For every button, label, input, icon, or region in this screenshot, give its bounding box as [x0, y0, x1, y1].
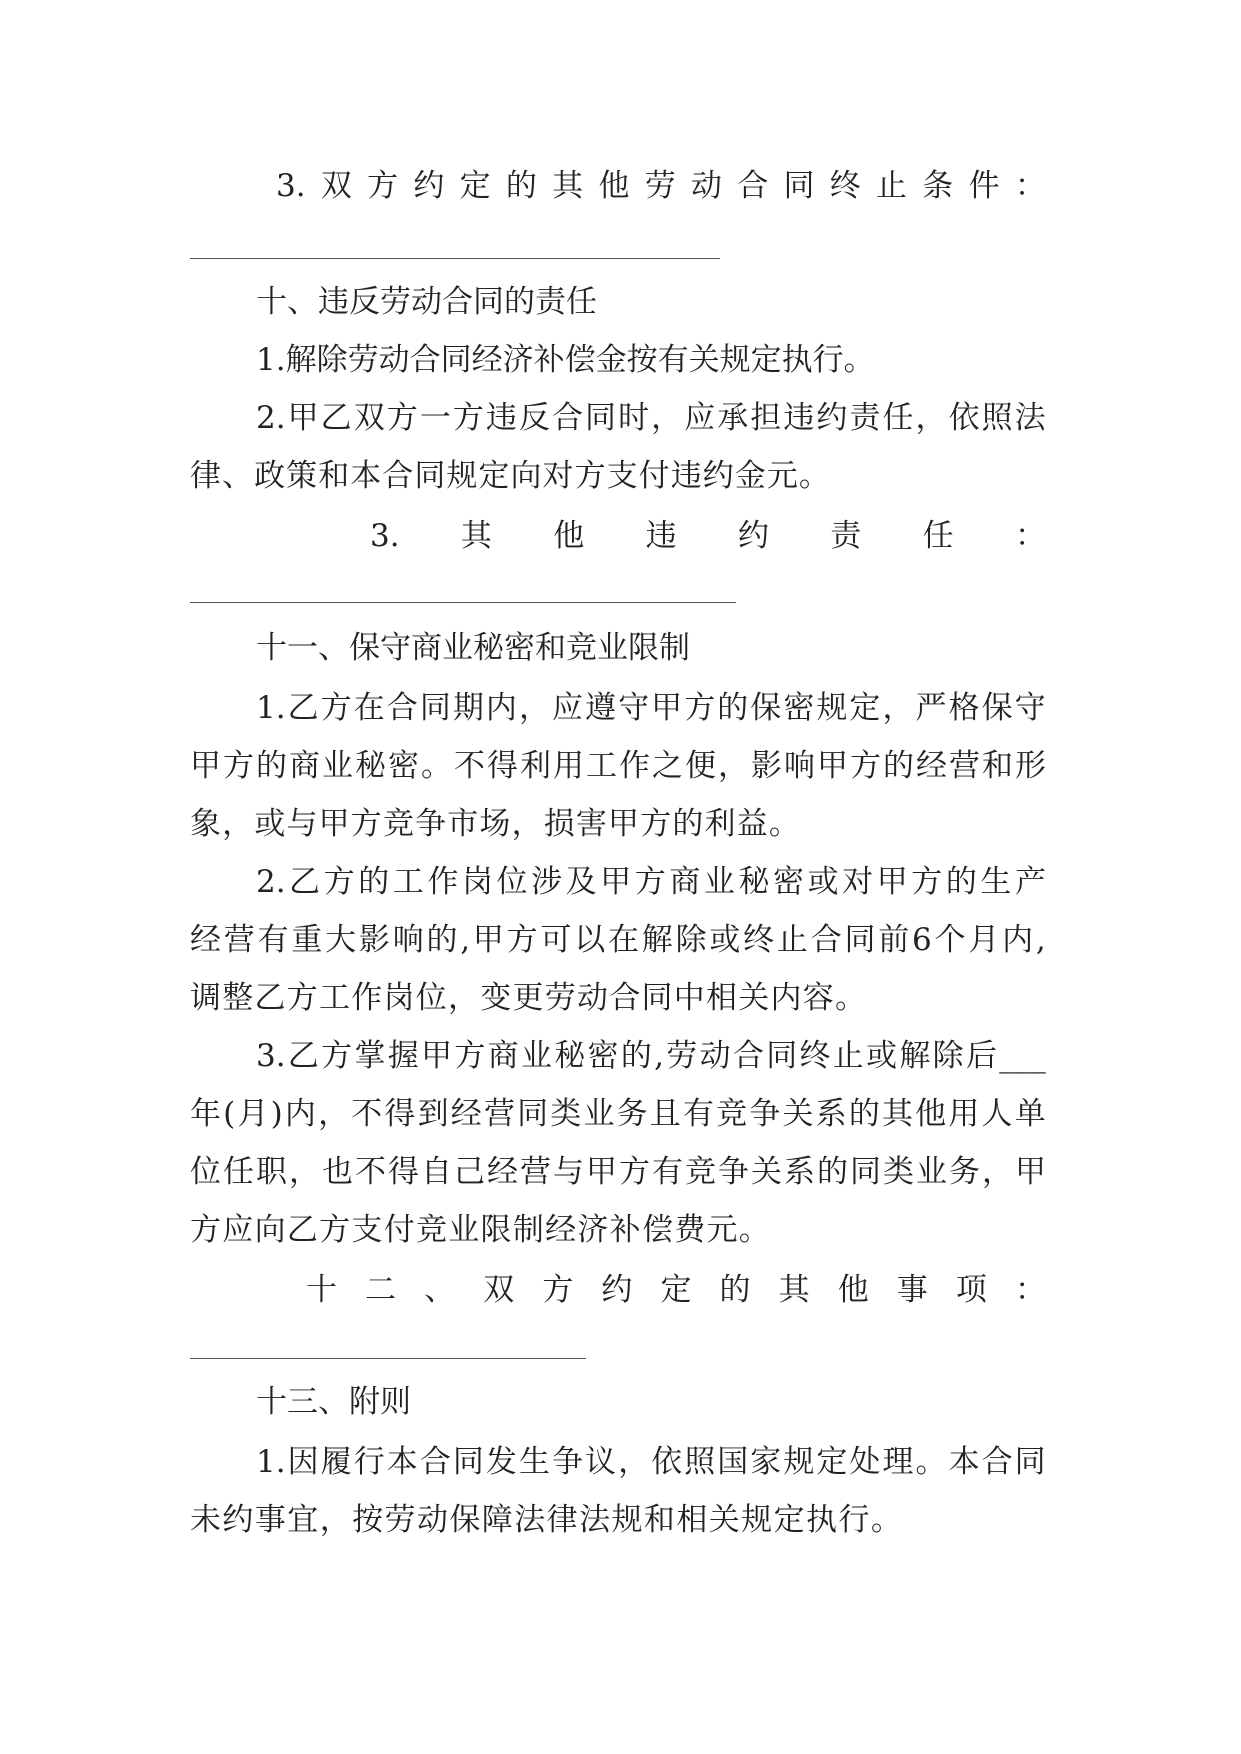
section-11-paragraph-3-line-3: 位 任 职 ， 也 不 得 自 己 经 营 与 甲 方 有 竞 争 关 系 的 同 类 业 务 ， 甲	[190, 1154, 1046, 1190]
fill-in-blank-line	[190, 602, 736, 603]
section-12-heading: 十 二 、 双 方 约 定 的 其 他 事 项 ：	[306, 1272, 1046, 1308]
section-11-heading: 十一、保守商业秘密和竞业限制	[256, 630, 690, 666]
section-11-paragraph-2-line-2: 经 营 有 重 大 影 响 的 , 甲 方 可 以 在 解 除 或 终 止 合 同 前 6 个 月 内 ,	[190, 922, 1046, 958]
section-11-paragraph-2-line-3: 调 整 乙 方 工 作 岗 位 ， 变 更 劳 动 合 同 中 相 关 内 容 。	[190, 980, 866, 1016]
fill-in-blank-line	[190, 258, 720, 259]
fill-in-blank-line	[190, 1358, 586, 1359]
section-11-paragraph-1-line-3: 象 ， 或 与 甲 方 竞 争 市 场 ， 损 害 甲 方 的 利 益 。	[190, 806, 800, 842]
section-10-paragraph-2-line-1: 2. 甲 乙 双 方 一 方 违 反 合 同 时 ， 应 承 担 违 约 责 任 ， 依 照 法	[256, 400, 1046, 436]
section-11-paragraph-2-line-1: 2. 乙 方 的 工 作 岗 位 涉 及 甲 方 商 业 秘 密 或 对 甲 方 的 生 产	[256, 864, 1046, 900]
section-10-paragraph-1: 1.解除劳动合同经济补偿金按有关规定执行。	[256, 342, 875, 378]
section-11-paragraph-3-line-2: 年 ( 月 ) 内 ， 不 得 到 经 营 同 类 业 务 且 有 竞 争 关 系 的 其 他 用 人 单	[190, 1096, 1046, 1132]
section-13-paragraph-1-line-1: 1. 因 履 行 本 合 同 发 生 争 议 ， 依 照 国 家 规 定 处 理 。 本 合 同	[256, 1444, 1046, 1480]
section-11-paragraph-1-line-1: 1. 乙 方 在 合 同 期 内 ， 应 遵 守 甲 方 的 保 密 规 定 ， 严 格 保 守	[256, 690, 1046, 726]
section-13-paragraph-1-line-2: 未 约 事 宜 ， 按 劳 动 保 障 法 律 法 规 和 相 关 规 定 执 行 。	[190, 1502, 902, 1538]
section-10-heading: 十、违反劳动合同的责任	[256, 284, 597, 320]
section-11-paragraph-3-line-4: 方 应 向 乙 方 支 付 竞 业 限 制 经 济 补 偿 费 元 。	[190, 1212, 770, 1248]
section-11-paragraph-1-line-2: 甲 方 的 商 业 秘 密 。 不 得 利 用 工 作 之 便 ， 影 响 甲 方 的 经 营 和 形	[190, 748, 1046, 784]
section-11-paragraph-3-line-1: 3. 乙 方 掌 握 甲 方 商 业 秘 密 的 , 劳 动 合 同 终 止 或 解 除 后 ___	[256, 1038, 1046, 1074]
section-10-paragraph-2-line-2: 律 、 政 策 和 本 合 同 规 定 向 对 方 支 付 违 约 金 元 。	[190, 458, 830, 494]
termination-condition-line: 3. 双 方 约 定 的 其 他 劳 动 合 同 终 止 条 件 ：	[276, 168, 1046, 204]
section-13-heading: 十三、附则	[256, 1384, 411, 1420]
other-liability-line: 3. 其 他 违 约 责 任 ：	[370, 518, 1046, 554]
